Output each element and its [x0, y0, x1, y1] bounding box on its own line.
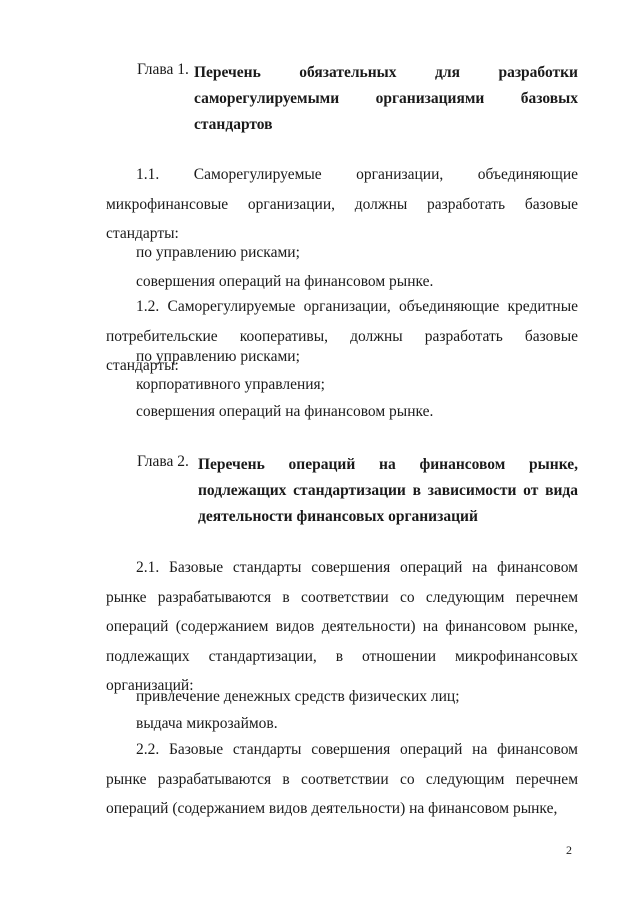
list-item: совершения операций на финансовом рынке. [136, 273, 434, 290]
list-item: выдача микрозаймов. [136, 715, 278, 732]
paragraph-1-2: 1.2. Саморегулируемые организации, объединяющие кредитные потребительские кооперативы, должны разработать базовые стандарты: [106, 298, 578, 374]
chapter-2-title: Перечень операций на финансовом рынке, подлежащих стандартизации в зависимости от вида деятельности финансовых организаций [198, 456, 578, 525]
page-number: 2 [566, 843, 572, 857]
chapter-1-title: Перечень обязательных для разработки саморегулируемыми организациями базовых стандартов [194, 64, 578, 133]
list-item: по управлению рисками; [136, 348, 300, 365]
list-item: корпоративного управления; [136, 376, 325, 393]
list-item: привлечение денежных средств физических лиц; [136, 688, 460, 705]
paragraph-2-2: 2.2. Базовые стандарты совершения операций на финансовом рынке разрабатываются в соответствии со следующим перечнем операций (содержанием видов деятельности) на финансовом рынке, [106, 741, 578, 817]
paragraph-1-1: 1.1. Саморегулируемые организации, объединяющие микрофинансовые организации, должны разработать базовые стандарты: [106, 166, 578, 242]
chapter-2-label: Глава 2. [137, 453, 189, 470]
chapter-1-label: Глава 1. [137, 61, 189, 78]
paragraph-2-1: 2.1. Базовые стандарты совершения операций на финансовом рынке разрабатываются в соответствии со следующим перечнем операций (содержанием видов деятельности) на финансовом рынке, подлежащих стандартизации, в отношении микрофинансовых организаций: [106, 559, 578, 694]
list-item: совершения операций на финансовом рынке. [136, 403, 434, 420]
list-item: по управлению рисками; [136, 244, 300, 261]
